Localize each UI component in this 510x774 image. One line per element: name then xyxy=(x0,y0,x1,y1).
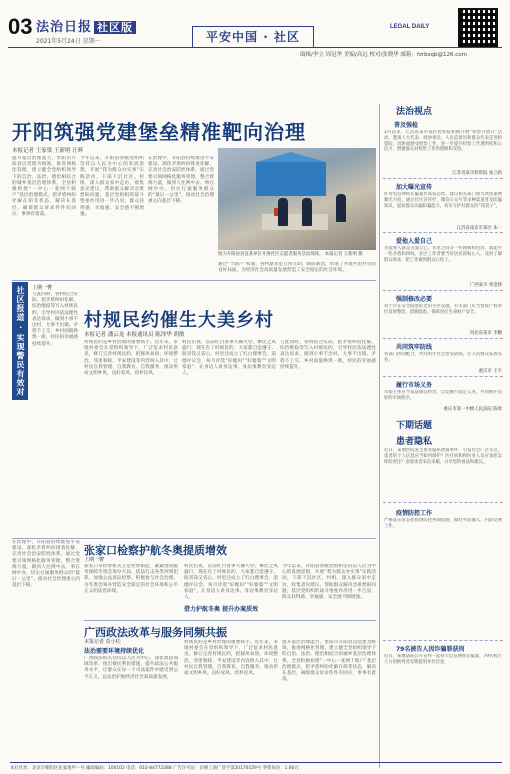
sidebar-item-signature: 江苏省南京市某区 朱一 xyxy=(456,226,502,231)
side-column-text: 与此同时，各村结合实际，把矛盾纠纷化解、综治维稳等写入村规民约，引导村民依法理性表达诉求，做到小事不出村、大事不出镇、矛盾不上交，乡村面貌焕然一新，村民的幸福感持续提升。 xyxy=(32,292,78,347)
sidebar-item-title: 疫情防控工作 xyxy=(396,510,433,517)
sidebar-item-body: 3月以来，江苏省某市某区检察院积极开展“检察开放日”活动，邀请人大代表、政协委员、人民监督员和群众代表走进检察院，近距离感受检察工作，进一步提升检察工作透明度和公信力，增强群众对检察工作的理解和支持。 xyxy=(384,130,502,153)
sidebar-divider xyxy=(379,104,380,768)
sidebar-item-signature: 河北省某市 李鹏 xyxy=(469,331,502,336)
sidebar-topic-title: 患者隐私 xyxy=(396,437,433,447)
sidebar-rule xyxy=(383,376,503,377)
story4-body-3: 提升基层治理能力，贵阳市开阳县以党建为统领，推进网格化管理，建立健全党组织领导下的自治、法治、德治相结合的城乡基层治理体系。全县积极构建“一中心一张网十联户”基层治理模式，把矛盾纠纷化解在萌芽状态，解决在基层，确保群众诉求件件有回应、事事有着落。 xyxy=(282,640,376,683)
story4-reporter: 本报记者 莫小松 xyxy=(84,639,121,645)
sidebar-item-body: 对于存在安全隐患的老旧小区设施，有关部门应当督促产权单位及时整改，消除隐患，保障居民生命财产安全。 xyxy=(384,304,502,315)
story1-photo xyxy=(218,148,376,250)
story1-col-c: 在治理中，开阳县持续推进平安建设，深化矛盾纠纷排查化解，完善社会治安防控体系，通过党建引领网格化服务管理，整合资源力量，做到人往网中去、事在网中办，切实打通服务群众的“最后一公里”，推动社会治理重心向基层下移。 xyxy=(148,156,214,205)
sidebar-section-title: 法治视点 xyxy=(396,107,433,117)
story1-col-b: 今年以来，开阳县各级党组织坚持以人民为中心的发展思想，开展“我为群众办实事”实践活动，干部下沉社区、村组，深入群众家中走访，收集意见建议，帮助群众解决急难愁盼问题，基层党组织的战斗堡垒作用进一步凸显，群众获得感、幸福感、安全感不断增强。 xyxy=(80,156,144,217)
page-number: 03 xyxy=(8,14,33,39)
page-footer: 本社社址：北京市朝阳区花家地甲一号 邮政编码：100102 电话：010-84772288 广告许可证：京朝工商广登字第20170159号 零售每份：1.80元 xyxy=(10,762,502,771)
story4-body-2: 村规民约是乡村治理的重要抓手。近年来，多地村委会在党组织领导下，广泛征求村民意见，修订完善村规民约，把移风易俗、环境整治、邻里和睦、平安建设等内容纳入其中，让村民自我管理、自我教育、自我服务，推动形成文明乡风、良好家风、淳朴民风。 xyxy=(184,640,278,677)
story1-byline: 本报记者 王家梁 王新明 汪辉 xyxy=(12,148,84,154)
story2-col-b: 村民们说，以前红白喜事大操大办，攀比之风盛行，现在有了村规民约，大家都自觉遵守，既省钱又省心。村里还成立了红白理事会、道德评议会，每月评选“好媳妇”“好婆婆”“文明家庭”，让身边人讲身边事、身边事教育身边人。 xyxy=(182,340,276,377)
story3-body: 张家口市检察机关立足检察职能，紧紧围绕服务保障冬奥会筹办大局，依法打击各类刑事犯罪，加强公益诉讼检察，积极参与社会治理，为冬奥会筹办营造安全稳定的社会环境和公平正义的法治环境。 xyxy=(84,564,178,594)
sidebar-item-body: 针对电信网络诈骗案件高发态势，建议相关部门加大典型案例曝光力度，通过社区宣传栏、微信公众号等多种渠道普及防骗知识，提高群众识骗防骗能力，切实守护好群众的“钱袋子”。 xyxy=(384,192,502,209)
sidebar-rule xyxy=(383,502,503,503)
legal-daily-label: LEGAL DAILY xyxy=(390,24,430,30)
sidebar-item-title: 履行市场义务 xyxy=(396,382,433,389)
paper-name xyxy=(36,16,136,35)
story3-body-2: 村民们说，以前红白喜事大操大办，攀比之风盛行，现在有了村规民约，大家都自觉遵守，既省钱又省心。村里还成立了红白理事会、道德评议会，每月评选“好媳妇”“好婆婆”“文明家庭”，让身边人讲身边事、身边事教育身边人。 xyxy=(184,564,278,601)
story3-subhead: 借力护航冬奥 提升办案质效 xyxy=(184,606,259,613)
sidebar-item-body: 近日，某地法院公开宣判一起特大电信网络诈骗案，79名被告人分别被判处有期徒刑并处罚金。 xyxy=(384,654,502,665)
column-title: 平安中国 · 社区 xyxy=(192,26,314,48)
story4-headline: 广西政法改革与服务同频共振 xyxy=(84,626,227,639)
sidebar-section-title: 下期话题 xyxy=(396,421,433,431)
sidebar-item-signature: 江苏省某市检察院 张立新 xyxy=(452,171,502,176)
sidebar-item-title: 加大曝光宣传 xyxy=(396,184,433,191)
paper-title: 法治日报 xyxy=(36,20,93,35)
qr-code-icon xyxy=(458,8,498,48)
story2-col-a: 村规民约是乡村治理的重要抓手。近年来，多地村委会在党组织领导下，广泛征求村民意见，修订完善村规民约，把移风易俗、环境整治、邻里和睦、平安建设等内容纳入其中，让村民自我管理、自我教育、自我服务，推动形成文明乡风、良好家风、淳朴民风。 xyxy=(84,340,178,377)
story2-col-c: 与此同时，各村结合实际，把矛盾纠纷化解、综治维稳等写入村规民约，引导村民依法理性表达诉求，做到小事不出村、大事不出镇、矛盾不上交，乡村面貌焕然一新，村民的幸福感持续提升。 xyxy=(280,340,376,370)
divider xyxy=(12,538,376,539)
story1-col-d: 通过“十联户”机制，各村寨邻里互帮互助、联防联治，形成了共建共治共享的良好局面，为经济社会高质量发展营造了安全稳定的社会环境。 xyxy=(218,262,376,274)
sidebar-item-body: 关爱他人就是关爱自己，邻里之间多一些理解和包容，就能少一些矛盾和纠纷。社区工作者要当好居民的贴心人，及时了解群众诉求，把工作做到群众心坎上。 xyxy=(384,246,502,263)
story2-headline: 村规民约催生大美乡村 xyxy=(84,310,274,331)
person-figure xyxy=(302,198,312,226)
sidebar-item-body: 严格落实常态化疫情防控各项措施，做好外防输入、内防反弹工作。 xyxy=(384,518,502,529)
tent-shape xyxy=(256,162,326,196)
table-shape xyxy=(262,214,328,230)
sidebar-item-signature: 广西某市 黄金锋 xyxy=(469,283,502,288)
sidebar-item-title: 共同筑牢防线 xyxy=(396,344,433,351)
side-column-label: 上期一瞥 xyxy=(32,285,53,291)
masthead xyxy=(0,0,510,86)
sidebar-topic-body: 近日，某地医院发生患者隐私泄露事件，引发社会广泛关注。患者的个人信息应当如何保护？医疗机构和医务人员应承担怎样的责任？欢迎读者来信来稿，分享您的看法和建议。 xyxy=(384,448,502,465)
sidebar-rule xyxy=(383,338,503,339)
sidebar-rule xyxy=(383,290,503,291)
header-rule xyxy=(8,47,502,48)
sidebar-rule xyxy=(383,640,503,641)
story3-headline: 张家口检察护航冬奥提质增效 xyxy=(84,544,227,557)
sidebar-item-body: 市场主体应当依法诚信经营，自觉履行法定义务，共同维护良好的市场秩序。 xyxy=(384,390,502,401)
sidebar-item-title: 普及强检 xyxy=(394,122,419,129)
divider xyxy=(12,280,376,281)
story4-body: 广西政法机关坚持以人民为中心，深化政法领域改革，推出便民利民措施，提升政法公共服务水平，让群众在每一个司法案件中感受到公平正义，以法治护航经济社会高质量发展。 xyxy=(84,656,178,680)
story3-label: 上期一瞥 xyxy=(84,557,105,563)
story1-col-a: 提升基层治理能力，贵阳市开阳县以党建为统领，推进网格化管理，建立健全党组织领导下的自治、法治、德治相结合的城乡基层治理体系。全县积极构建“一中心一张网十联户”基层治理模式，把矛盾纠纷化解在萌芽状态，解决在基层，确保群众诉求件件有回应、事事有着落。 xyxy=(12,156,76,217)
person-figure xyxy=(278,198,288,226)
sidebar-item-body: 各部门协同配合，共同筑牢社会治安防线，让人民群众安居乐业。 xyxy=(384,352,502,363)
edition-tag: 社区版 xyxy=(94,21,136,34)
sidebar-item-signature: 重庆市第一中级人民法院 陈勇 xyxy=(443,407,502,412)
vertical-column-tag: 社区报道 · 实现警民有效对接 xyxy=(12,282,28,400)
person-figure xyxy=(336,194,346,222)
sidebar-item-title: 79名被告人因诈骗罪获刑 xyxy=(396,646,465,653)
story1-photo-caption: 图为开阳县县直某单位开展社区志愿者服务活动现场。 本报记者 王新明 摄 xyxy=(218,252,363,257)
story2-byline: 本报记者 潘云龙 本报通讯员 陈泽华 胡敏 xyxy=(84,332,185,338)
divider xyxy=(84,620,376,621)
story3-body-3: 今年以来，开阳县各级党组织坚持以人民为中心的发展思想，开展“我为群众办实事”实践活动，干部下沉社区、村组，深入群众家中走访，收集意见建议，帮助群众解决急难愁盼问题，基层党组织的战斗堡垒作用进一步凸显，群众获得感、幸福感、安全感不断增强。 xyxy=(282,564,376,601)
sidebar-item-title: 爱他人爱自己 xyxy=(396,238,433,245)
date-line: 2021年5月24日 星期一 xyxy=(36,38,101,45)
sidebar-item-signature: 重庆市 王宇 xyxy=(478,369,502,374)
sidebar-rule xyxy=(383,232,503,233)
sidebar-rule xyxy=(383,178,503,179)
staff-line: 编辑/李立 周冠华 美编/高远 校对/张晓华 邮箱：fzrbsqb@126.com xyxy=(300,52,467,58)
sidebar-item-title: 强制修改必要 xyxy=(396,296,433,303)
left-column-text: 在治理中，开阳县持续推进平安建设，深化矛盾纠纷排查化解，完善社会治安防控体系，通过党建引领网格化服务管理，整合资源力量，做到人往网中去、事在网中办，切实打通服务群众的“最后一公里”，推动社会治理重心向基层下移。 xyxy=(12,540,80,589)
story1-headline: 开阳筑强党建堡垒精准靶向治理 xyxy=(12,120,306,144)
story4-subhead: 法治需要环境持续优化 xyxy=(84,648,145,655)
